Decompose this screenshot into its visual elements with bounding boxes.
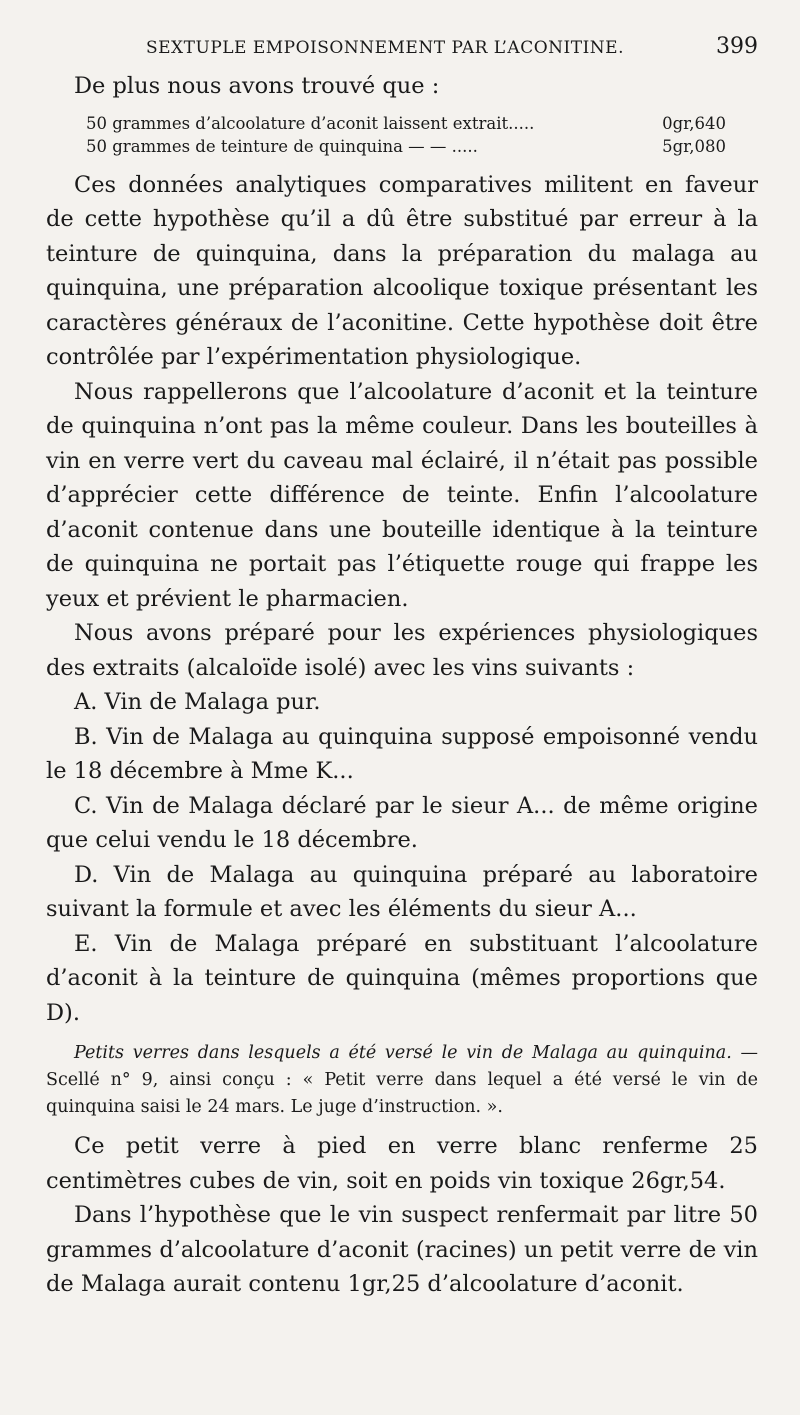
- wine-item: E. Vin de Malaga préparé en substituant l’alcoolature d’aconit à la teinture de quinquina (mêmes proportions que D).: [46, 930, 758, 1026]
- paragraph: Nous rappellerons que l’alcoolature d’aconit et la teinture de quinquina n’ont pas la même couleur. Dans les bouteilles à vin en verre vert du caveau mal éclairé, il n’était pas possible d’apprécier cette différence de teinte. Enfin l’alcoolature d’aconit contenue dans une bouteille identique à la teinture de quinquina ne portait pas l’étiquette rouge qui frappe les yeux et prévient le pharmacien.: [46, 378, 758, 612]
- paragraph: Ce petit verre à pied en verre blanc renferme 25 centimètres cubes de vin, soit en poids vin toxique 26gr,54.: [46, 1133, 758, 1194]
- paragraph: Dans l’hypothèse que le vin suspect renfermait par litre 50 grammes d’alcoolature d’aconit (racines) un petit verre de vin de Malaga aurait contenu 1gr,25 d’alcoolature d’aconit.: [46, 1202, 758, 1297]
- result-value: 5gr,080: [662, 136, 726, 156]
- paragraph: Nous avons préparé pour les expériences physiologiques des extraits (alcaloïde isolé) avec les vins suivants :: [46, 620, 758, 681]
- wine-item: D. Vin de Malaga au quinquina préparé au laboratoire suivant la formule et avec les éléments du sieur A...: [46, 861, 758, 922]
- intro-line: De plus nous avons trouvé que :: [74, 73, 440, 99]
- note-heading: Petits verres dans lesquels a été versé le vin de Malaga au quinquina.: [74, 1043, 732, 1063]
- wine-item: C. Vin de Malaga déclaré par le sieur A... de même origine que celui vendu le 18 décembre.: [46, 792, 758, 853]
- page-number: 399: [716, 34, 758, 59]
- results-table: [86, 112, 726, 158]
- evidence-note: [46, 1040, 758, 1121]
- result-label: 50 grammes d’alcoolature d’aconit laissent extrait.....: [86, 113, 535, 133]
- wine-item: B. Vin de Malaga au quinquina supposé empoisonné vendu le 18 décembre à Mme K...: [46, 723, 758, 784]
- result-row: [86, 135, 726, 158]
- paragraph: Ces données analytiques comparatives militent en faveur de cette hypothèse qu’il a dû être substitué par erreur à la teinture de quinquina, dans la préparation du malaga au quinquina, une préparation alcoolique toxique présentant les caractères généraux de l’aconitine. Cette hypothèse doit être contrôlée par l’expérimentation physiologique.: [46, 171, 758, 370]
- result-label: 50 grammes de teinture de quinquina — — .....: [86, 136, 478, 156]
- result-value: 0gr,640: [662, 113, 726, 133]
- book-page: [46, 34, 758, 1302]
- wine-item: A. Vin de Malaga pur.: [74, 689, 321, 715]
- result-row: [86, 112, 726, 135]
- running-header: [146, 34, 758, 59]
- note-text: — Scellé n° 9, ainsi conçu : « Petit verre dans lequel a été versé le vin de quinquina saisi le 24 mars. Le juge d’instruction. ».: [46, 1043, 758, 1117]
- running-title: SEXTUPLE EMPOISONNEMENT PAR L’ACONITINE.: [146, 38, 624, 58]
- wine-list: [46, 685, 758, 1030]
